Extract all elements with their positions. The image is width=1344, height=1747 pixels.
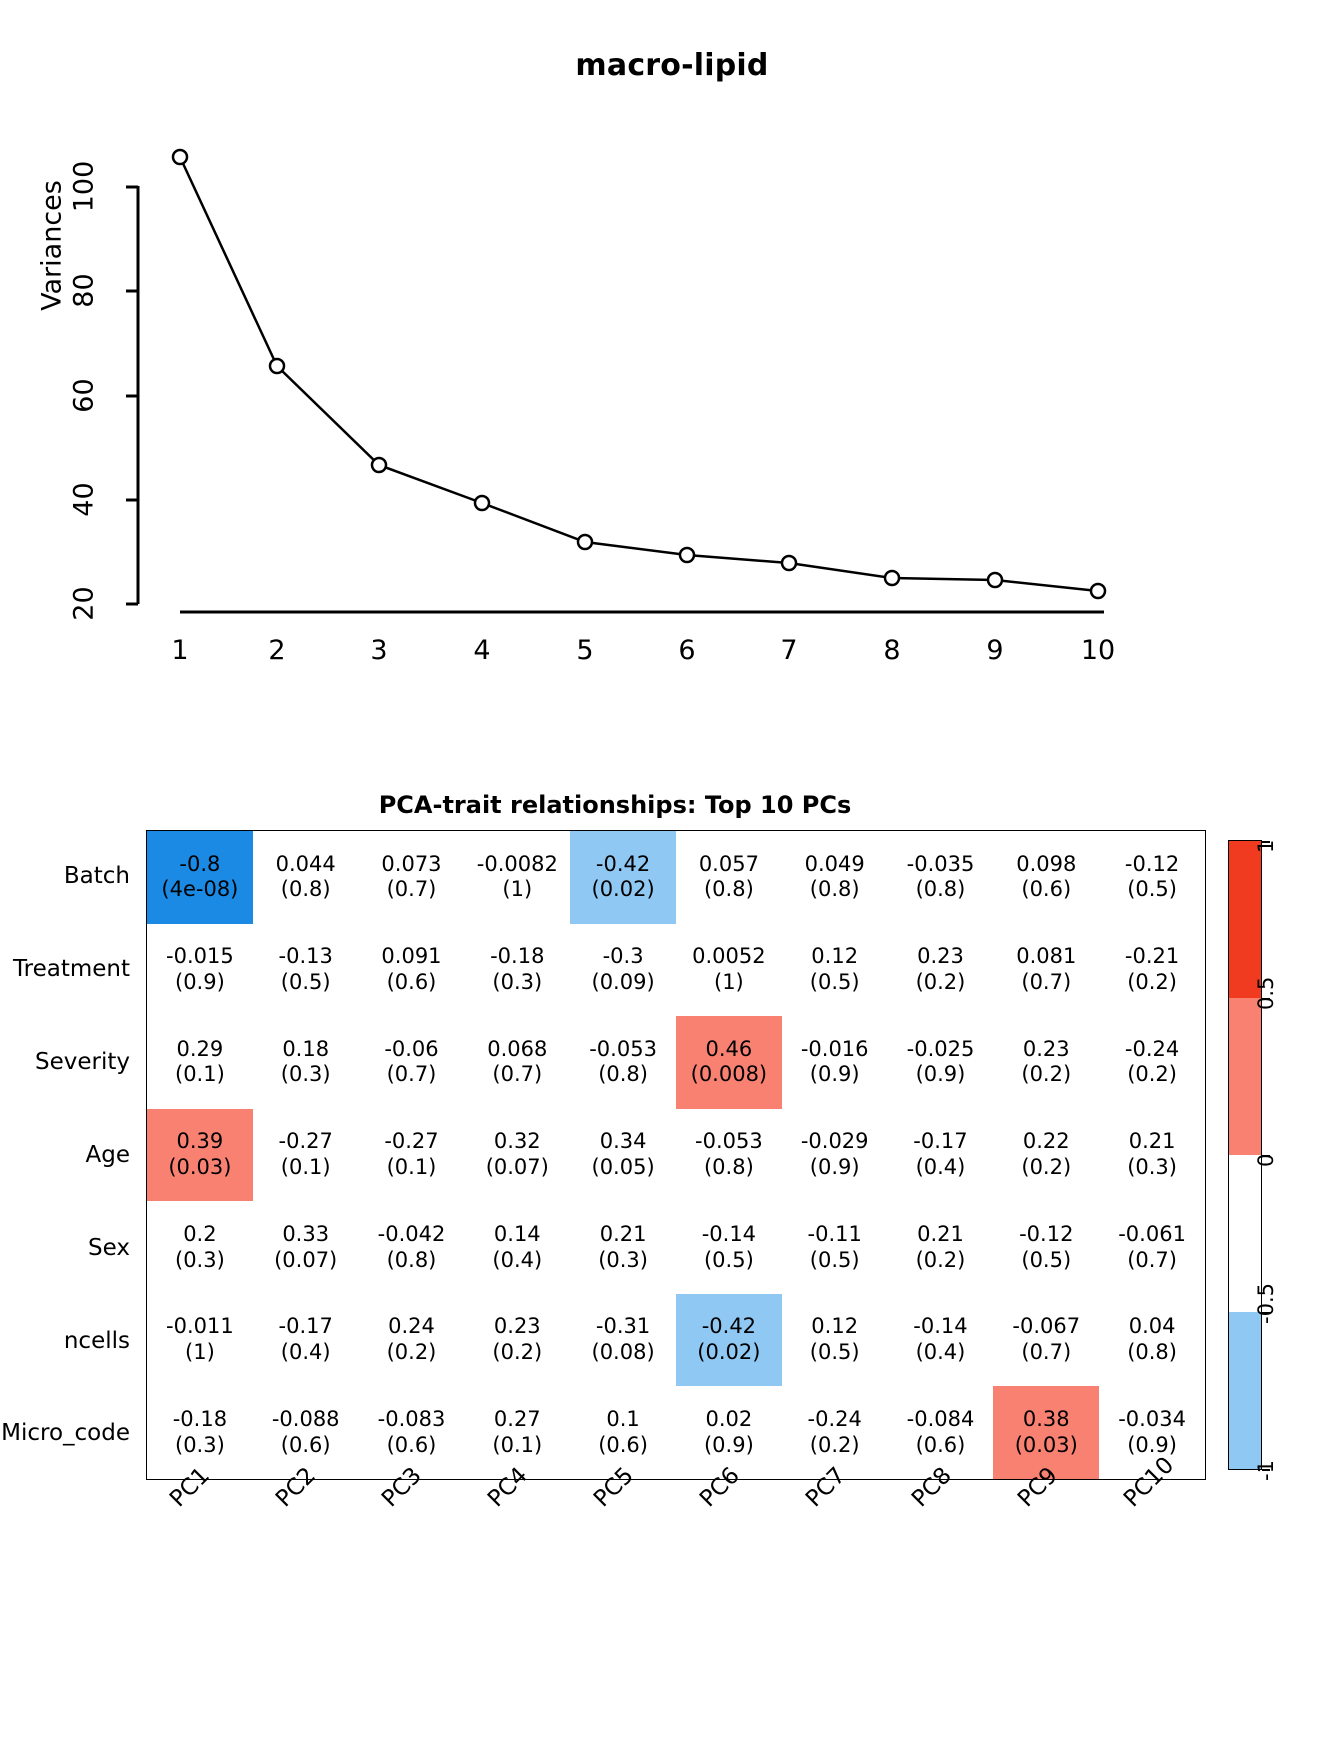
cell-pvalue: (0.5) [809,1247,860,1272]
cell-pvalue: (0.7) [386,1062,437,1087]
scree-x-tick-4: 4 [473,635,491,666]
cell-correlation: 0.12 [811,1314,859,1339]
cell-pvalue: (0.3) [280,1062,331,1087]
heatmap-cell-batch-pc3 [359,831,465,924]
heatmap-col-label-pc9: PC9 [1013,1462,1063,1513]
heatmap-col-label-pc2: PC2 [271,1462,321,1513]
cell-pvalue: (4e-08) [161,877,239,902]
cell-pvalue: (1) [502,877,533,902]
cell-correlation: -0.8 [179,851,221,876]
heatmap-cell-age-pc7 [782,1109,888,1202]
scree-x-tick-8: 8 [883,635,901,666]
scree-x-tick-6: 6 [678,635,696,666]
cell-correlation: 0.27 [493,1407,541,1432]
cell-pvalue: (0.7) [1127,1247,1177,1272]
cell-pvalue: (0.8) [386,1247,437,1272]
heatmap-row-label-severity: Severity [35,1049,130,1076]
scree-x-tick-3: 3 [370,635,388,666]
heatmap-col-label-pc7: PC7 [801,1462,851,1513]
cell-correlation: 0.1 [606,1407,640,1432]
cell-pvalue: (0.2) [1127,969,1177,994]
cell-pvalue: (0.05) [591,1154,655,1179]
heatmap-row [147,1201,1205,1294]
heatmap-cell-ncells-pc3 [359,1294,465,1387]
colorbar-label-05: 0.5 [1254,976,1278,1010]
heatmap-cell-ncells-pc7 [782,1294,888,1387]
heatmap-cell-sex-pc7 [782,1201,888,1294]
cell-correlation: -0.0082 [476,851,558,876]
cell-pvalue: (0.09) [591,969,655,994]
heatmap-cell-severity-pc3 [359,1016,465,1109]
cell-pvalue: (0.5) [809,969,860,994]
heatmap-cell-treatment-pc4 [464,924,570,1017]
cell-correlation: -0.18 [490,944,545,969]
cell-correlation: -0.13 [278,944,333,969]
heatmap-cell-sex-pc4 [464,1201,570,1294]
cell-pvalue: (1) [714,969,744,994]
cell-pvalue: (0.1) [175,1062,225,1087]
heatmap-cell-batch-pc5 [570,831,676,924]
cell-pvalue: (0.5) [703,1247,754,1272]
cell-pvalue: (0.8) [915,877,966,902]
cell-correlation: 0.46 [705,1036,753,1061]
cell-pvalue: (0.2) [915,969,966,994]
heatmap-cell-sex-pc8 [888,1201,994,1294]
cell-correlation: -0.31 [595,1314,651,1339]
cell-pvalue: (0.3) [175,1247,225,1272]
cell-correlation: 0.21 [599,1221,647,1246]
heatmap-cell-age-pc3 [359,1109,465,1202]
cell-correlation: 0.02 [705,1407,753,1432]
cell-correlation: 0.29 [176,1036,224,1061]
cell-correlation: 0.0052 [692,944,766,969]
heatmap-col-label-pc8: PC8 [907,1462,957,1513]
cell-pvalue: (0.2) [809,1432,860,1457]
heatmap-row-label-age: Age [85,1141,130,1168]
cell-pvalue: (0.07) [485,1154,549,1179]
heatmap-col-label-pc1: PC1 [165,1462,215,1513]
cell-correlation: 0.098 [1016,851,1077,876]
cell-correlation: 0.073 [381,851,442,876]
cell-correlation: -0.24 [1124,1036,1180,1061]
cell-correlation: 0.21 [917,1221,964,1246]
heatmap-cell-batch-pc10 [1099,831,1205,924]
heatmap-cell-treatment-pc7 [782,924,888,1017]
cell-pvalue: (0.008) [690,1062,768,1087]
heatmap-cell-treatment-pc5 [570,924,676,1017]
scree-x-tick-10: 10 [1080,635,1116,666]
cell-pvalue: (1) [185,1340,215,1365]
cell-pvalue: (0.2) [1021,1154,1072,1179]
heatmap-grid [146,830,1206,1480]
cell-pvalue: (0.02) [697,1340,761,1365]
heatmap-cell-batch-pc1 [147,831,253,924]
cell-correlation: -0.12 [1124,851,1180,876]
heatmap-cell-ncells-pc8 [888,1294,994,1387]
cell-pvalue: (0.6) [915,1432,966,1457]
cell-correlation: -0.12 [1019,1221,1074,1246]
heatmap-cell-ncells-pc6 [676,1294,782,1387]
cell-pvalue: (0.8) [703,877,754,902]
heatmap-row [147,924,1205,1017]
cell-correlation: -0.011 [166,1314,234,1339]
scree-plot-title: macro-lipid [575,48,769,83]
cell-pvalue: (0.2) [386,1340,437,1365]
heatmap-row [147,831,1205,924]
cell-pvalue: (0.2) [915,1247,966,1272]
scree-x-tick-5: 5 [576,635,594,666]
cell-correlation: -0.029 [800,1129,869,1154]
heatmap-cell-ncells-pc10 [1099,1294,1205,1387]
heatmap-cell-sex-pc6 [676,1201,782,1294]
cell-correlation: 0.24 [388,1314,435,1339]
cell-correlation: 0.14 [493,1221,541,1246]
heatmap-cell-batch-pc6 [676,831,782,924]
cell-pvalue: (0.1) [492,1432,543,1457]
heatmap-row-label-ncells: ncells [63,1327,130,1354]
cell-pvalue: (0.03) [1014,1432,1078,1457]
heatmap-cell-treatment-pc3 [359,924,465,1017]
heatmap-cell-ncells-pc5 [570,1294,676,1387]
cell-correlation: 0.22 [1022,1129,1070,1154]
cell-correlation: -0.088 [271,1407,340,1432]
heatmap-cell-ncells-pc2 [253,1294,359,1387]
heatmap-cell-age-pc6 [676,1109,782,1202]
heatmap-cell-ncells-pc4 [464,1294,570,1387]
cell-pvalue: (0.07) [274,1247,338,1272]
cell-pvalue: (0.5) [280,969,331,994]
heatmap-row-label-treatment: Treatment [12,956,130,983]
scree-y-axis-label: Variances [36,180,68,311]
cell-correlation: 0.057 [698,851,759,876]
scree-y-tick-40: 40 [68,482,100,517]
colorbar-label-neg1: -1 [1254,1460,1278,1481]
cell-pvalue: (0.03) [168,1154,232,1179]
heatmap-cell-severity-pc9 [993,1016,1099,1109]
cell-pvalue: (0.6) [1021,877,1072,902]
cell-correlation: 0.12 [811,944,859,969]
heatmap-cell-sex-pc5 [570,1201,676,1294]
cell-pvalue: (0.9) [809,1062,860,1087]
heatmap-col-label-pc5: PC5 [589,1462,639,1513]
cell-pvalue: (0.2) [1021,1062,1072,1087]
heatmap-cell-batch-pc9 [993,831,1099,924]
heatmap-cell-sex-pc9 [993,1201,1099,1294]
scree-x-tick-1: 1 [171,635,189,666]
cell-pvalue: (0.4) [280,1340,331,1365]
cell-correlation: -0.042 [377,1221,446,1246]
cell-correlation: 0.23 [1022,1036,1070,1061]
cell-pvalue: (0.2) [1127,1062,1177,1087]
cell-pvalue: (0.08) [591,1340,655,1365]
cell-pvalue: (0.6) [598,1432,648,1457]
heatmap-cell-sex-pc1 [147,1201,253,1294]
cell-correlation: -0.17 [278,1314,333,1339]
cell-pvalue: (0.5) [809,1340,860,1365]
cell-pvalue: (0.3) [492,969,543,994]
cell-pvalue: (0.8) [809,877,860,902]
cell-correlation: -0.21 [1124,944,1180,969]
heatmap-cell-treatment-pc2 [253,924,359,1017]
scree-x-tick-2: 2 [268,635,286,666]
scree-y-tick-60: 60 [68,378,100,413]
heatmap-cell-sex-pc2 [253,1201,359,1294]
scree-x-tick-9: 9 [986,635,1004,666]
heatmap-cell-sex-pc3 [359,1201,465,1294]
cell-correlation: -0.42 [701,1314,757,1339]
heatmap-cell-severity-pc4 [464,1016,570,1109]
cell-correlation: 0.2 [183,1221,217,1246]
heatmap-cell-age-pc1 [147,1109,253,1202]
scree-y-tick-80: 80 [68,273,100,308]
heatmap-cell-treatment-pc1 [147,924,253,1017]
cell-correlation: 0.33 [282,1221,330,1246]
cell-correlation: -0.034 [1118,1407,1186,1432]
scree-plot-panel [0,0,1344,760]
heatmap-cell-age-pc2 [253,1109,359,1202]
cell-pvalue: (0.3) [1127,1154,1177,1179]
heatmap-row-label-sex: Sex [88,1234,130,1261]
colorbar-label-neg05: -0.5 [1254,1283,1278,1324]
cell-correlation: 0.32 [493,1129,541,1154]
heatmap-cell-ncells-pc1 [147,1294,253,1387]
cell-pvalue: (0.9) [1127,1432,1177,1457]
cell-pvalue: (0.5) [1127,877,1177,902]
heatmap-cell-severity-pc6 [676,1016,782,1109]
cell-pvalue: (0.7) [386,877,437,902]
heatmap-cell-age-pc5 [570,1109,676,1202]
cell-pvalue: (0.9) [809,1154,860,1179]
heatmap-cell-treatment-pc10 [1099,924,1205,1017]
cell-correlation: -0.053 [695,1129,763,1154]
cell-correlation: -0.27 [384,1129,439,1154]
heatmap-cell-severity-pc10 [1099,1016,1205,1109]
cell-pvalue: (0.4) [915,1154,966,1179]
heatmap-cell-batch-pc7 [782,831,888,924]
cell-correlation: -0.42 [595,851,651,876]
cell-correlation: -0.24 [807,1407,862,1432]
cell-pvalue: (0.6) [386,969,437,994]
cell-pvalue: (0.9) [915,1062,966,1087]
cell-pvalue: (0.8) [280,877,331,902]
cell-correlation: -0.067 [1012,1314,1081,1339]
cell-pvalue: (0.02) [591,877,655,902]
heatmap-cell-sex-pc10 [1099,1201,1205,1294]
heatmap-cell-age-pc10 [1099,1109,1205,1202]
heatmap-title: PCA-trait relationships: Top 10 PCs [378,791,852,819]
cell-correlation: -0.18 [172,1407,228,1432]
heatmap-cell-batch-pc2 [253,831,359,924]
heatmap-cell-severity-pc7 [782,1016,888,1109]
cell-pvalue: (0.7) [1021,969,1072,994]
heatmap-row [147,1016,1205,1109]
heatmap-row-label-micro_code: Micro_code [1,1420,130,1447]
cell-correlation: 0.39 [176,1129,224,1154]
cell-correlation: 0.38 [1022,1407,1070,1432]
heatmap-panel [0,760,1344,1747]
heatmap-cell-age-pc8 [888,1109,994,1202]
heatmap-row-label-batch: Batch [63,863,130,890]
heatmap-cell-severity-pc2 [253,1016,359,1109]
heatmap-row-labels [0,830,140,1480]
cell-pvalue: (0.3) [175,1432,225,1457]
heatmap-cell-severity-pc5 [570,1016,676,1109]
cell-correlation: -0.06 [384,1036,439,1061]
cell-correlation: -0.14 [913,1314,968,1339]
cell-correlation: 0.21 [1128,1129,1176,1154]
cell-correlation: 0.049 [804,851,865,876]
heatmap-cell-ncells-pc9 [993,1294,1099,1387]
heatmap-col-label-pc6: PC6 [695,1462,745,1513]
heatmap-cell-batch-pc4 [464,831,570,924]
heatmap-cell-severity-pc1 [147,1016,253,1109]
heatmap-cell-treatment-pc9 [993,924,1099,1017]
scree-y-tick-20: 20 [68,586,100,621]
cell-correlation: 0.068 [487,1036,548,1061]
cell-correlation: 0.04 [1128,1314,1176,1339]
heatmap-col-label-pc3: PC3 [377,1462,427,1513]
cell-pvalue: (0.5) [1021,1247,1072,1272]
cell-correlation: -0.061 [1118,1221,1186,1246]
heatmap-row [147,1294,1205,1387]
cell-correlation: -0.14 [701,1221,757,1246]
cell-pvalue: (0.3) [598,1247,648,1272]
heatmap-cell-age-pc9 [993,1109,1099,1202]
cell-correlation: -0.016 [800,1036,869,1061]
colorbar-segment-0 [1229,841,1261,998]
heatmap-cell-treatment-pc6 [676,924,782,1017]
cell-pvalue: (0.9) [703,1432,754,1457]
colorbar-label-1: 1 [1254,839,1278,853]
cell-correlation: 0.18 [282,1036,330,1061]
cell-correlation: 0.081 [1016,944,1077,969]
cell-correlation: 0.044 [275,851,336,876]
cell-pvalue: (0.1) [280,1154,331,1179]
scree-y-tick-100: 100 [68,160,100,213]
cell-correlation: -0.025 [906,1036,975,1061]
cell-pvalue: (0.2) [492,1340,543,1365]
cell-pvalue: (0.4) [915,1340,966,1365]
cell-correlation: -0.015 [166,944,234,969]
cell-correlation: 0.34 [599,1129,647,1154]
cell-pvalue: (0.8) [1127,1340,1177,1365]
cell-pvalue: (0.8) [598,1062,648,1087]
colorbar-label-0: 0 [1254,1153,1278,1167]
cell-correlation: -0.083 [377,1407,446,1432]
heatmap-cell-age-pc4 [464,1109,570,1202]
scree-x-tick-7: 7 [780,635,798,666]
cell-correlation: -0.11 [807,1221,862,1246]
cell-pvalue: (0.6) [386,1432,437,1457]
cell-pvalue: (0.7) [1021,1340,1072,1365]
cell-pvalue: (0.7) [492,1062,543,1087]
cell-pvalue: (0.6) [280,1432,331,1457]
cell-correlation: -0.17 [913,1129,968,1154]
cell-correlation: 0.23 [917,944,964,969]
colorbar-segment-3 [1229,1312,1261,1469]
heatmap-row [147,1109,1205,1202]
cell-correlation: 0.23 [493,1314,541,1339]
cell-correlation: -0.27 [278,1129,333,1154]
heatmap-col-label-pc10: PC10 [1119,1452,1180,1513]
cell-correlation: 0.091 [381,944,442,969]
cell-pvalue: (0.1) [386,1154,437,1179]
heatmap-column-labels [146,1452,1206,1604]
cell-correlation: -0.084 [906,1407,975,1432]
cell-pvalue: (0.4) [492,1247,543,1272]
colorbar-segment-1 [1229,998,1261,1155]
cell-correlation: -0.035 [906,851,975,876]
cell-correlation: -0.3 [602,944,644,969]
heatmap-col-label-pc4: PC4 [483,1462,533,1513]
cell-pvalue: (0.9) [175,969,225,994]
heatmap-cell-severity-pc8 [888,1016,994,1109]
cell-pvalue: (0.8) [703,1154,754,1179]
cell-correlation: -0.053 [589,1036,657,1061]
heatmap-cell-batch-pc8 [888,831,994,924]
heatmap-cell-treatment-pc8 [888,924,994,1017]
